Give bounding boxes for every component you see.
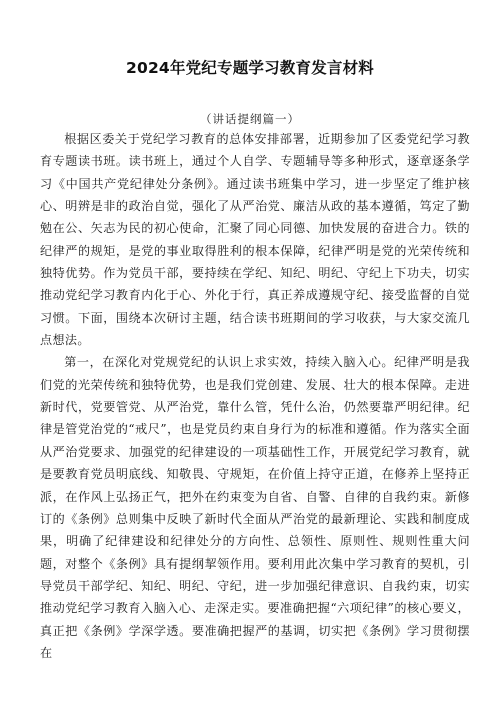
document-body bbox=[40, 128, 470, 664]
document-subtitle: （讲话提纲篇一） bbox=[200, 112, 300, 126]
body-paragraph-1: 根据区委关于党纪学习教育的总体安排部署，近期参加了区委党纪学习教育专题读书班。读书班上，通过个人自学、专题辅导等多种形式，逐章逐条学习《中国共产党纪律处分条例》。通过读书班集中学习，进一步坚定了维护核心、明辨是非的政治自觉，强化了从严治党、廉洁从政的基本遵循，笃定了勤勉在公、矢志为民的初心使命，汇聚了同心同德、加快发展的奋进合力。铁的纪律严的规矩，是党的事业取得胜利的根本保障，纪律严明是党的光荣传统和独特优势。作为党员干部，要持续在学纪、知纪、明纪、守纪上下功夫，切实推动党纪学习教育内化于心、外化于行，真正养成遵规守纪、接受监督的自觉习惯。下面，围绕本次研讨主题，结合读书班期间的学习收获，与大家交流几点想法。 bbox=[40, 132, 470, 348]
document-title: 2024年党纪专题学习教育发言材料 bbox=[125, 59, 375, 77]
body-paragraph-2: 第一，在深化对党规党纪的认识上求实效，持续入脑入心。纪律严明是我们党的光荣传统和独特优势，也是我们党创建、发展、壮大的根本保障。走进新时代，党要管党、从严治党，靠什么管，凭什么治，仍然要靠严明纪律。纪律是管党治党的“戒尺”，也是党员约束自身行为的标准和遵循。作为落实全面从严治党要求、加强党的纪律建设的一项基础性工作，开展党纪学习教育，就是要教育党员明底线、知敬畏、守规矩，在价值上持守正道，在修养上坚持正派，在作风上弘扬正气，把外在约束变为自省、自警、自律的自我约束。新修订的《条例》总则集中反映了新时代全面从严治党的最新理论、实践和制度成果，明确了纪律建设和纪律处分的方向性、总领性、原则性、规则性重大问题，对整个《条例》具有提纲挈领作用。要利用此次集中学习教育的契机，引导党员干部学纪、知纪、明纪、守纪，进一步加强纪律意识、自我约束，切实推动党纪学习教育入脑入心、走深走实。要准确把握“六项纪律”的核心要义，真正把《条例》学深学透。要准确把握严的基调，切实把《条例》学习贯彻摆在 bbox=[40, 355, 470, 660]
